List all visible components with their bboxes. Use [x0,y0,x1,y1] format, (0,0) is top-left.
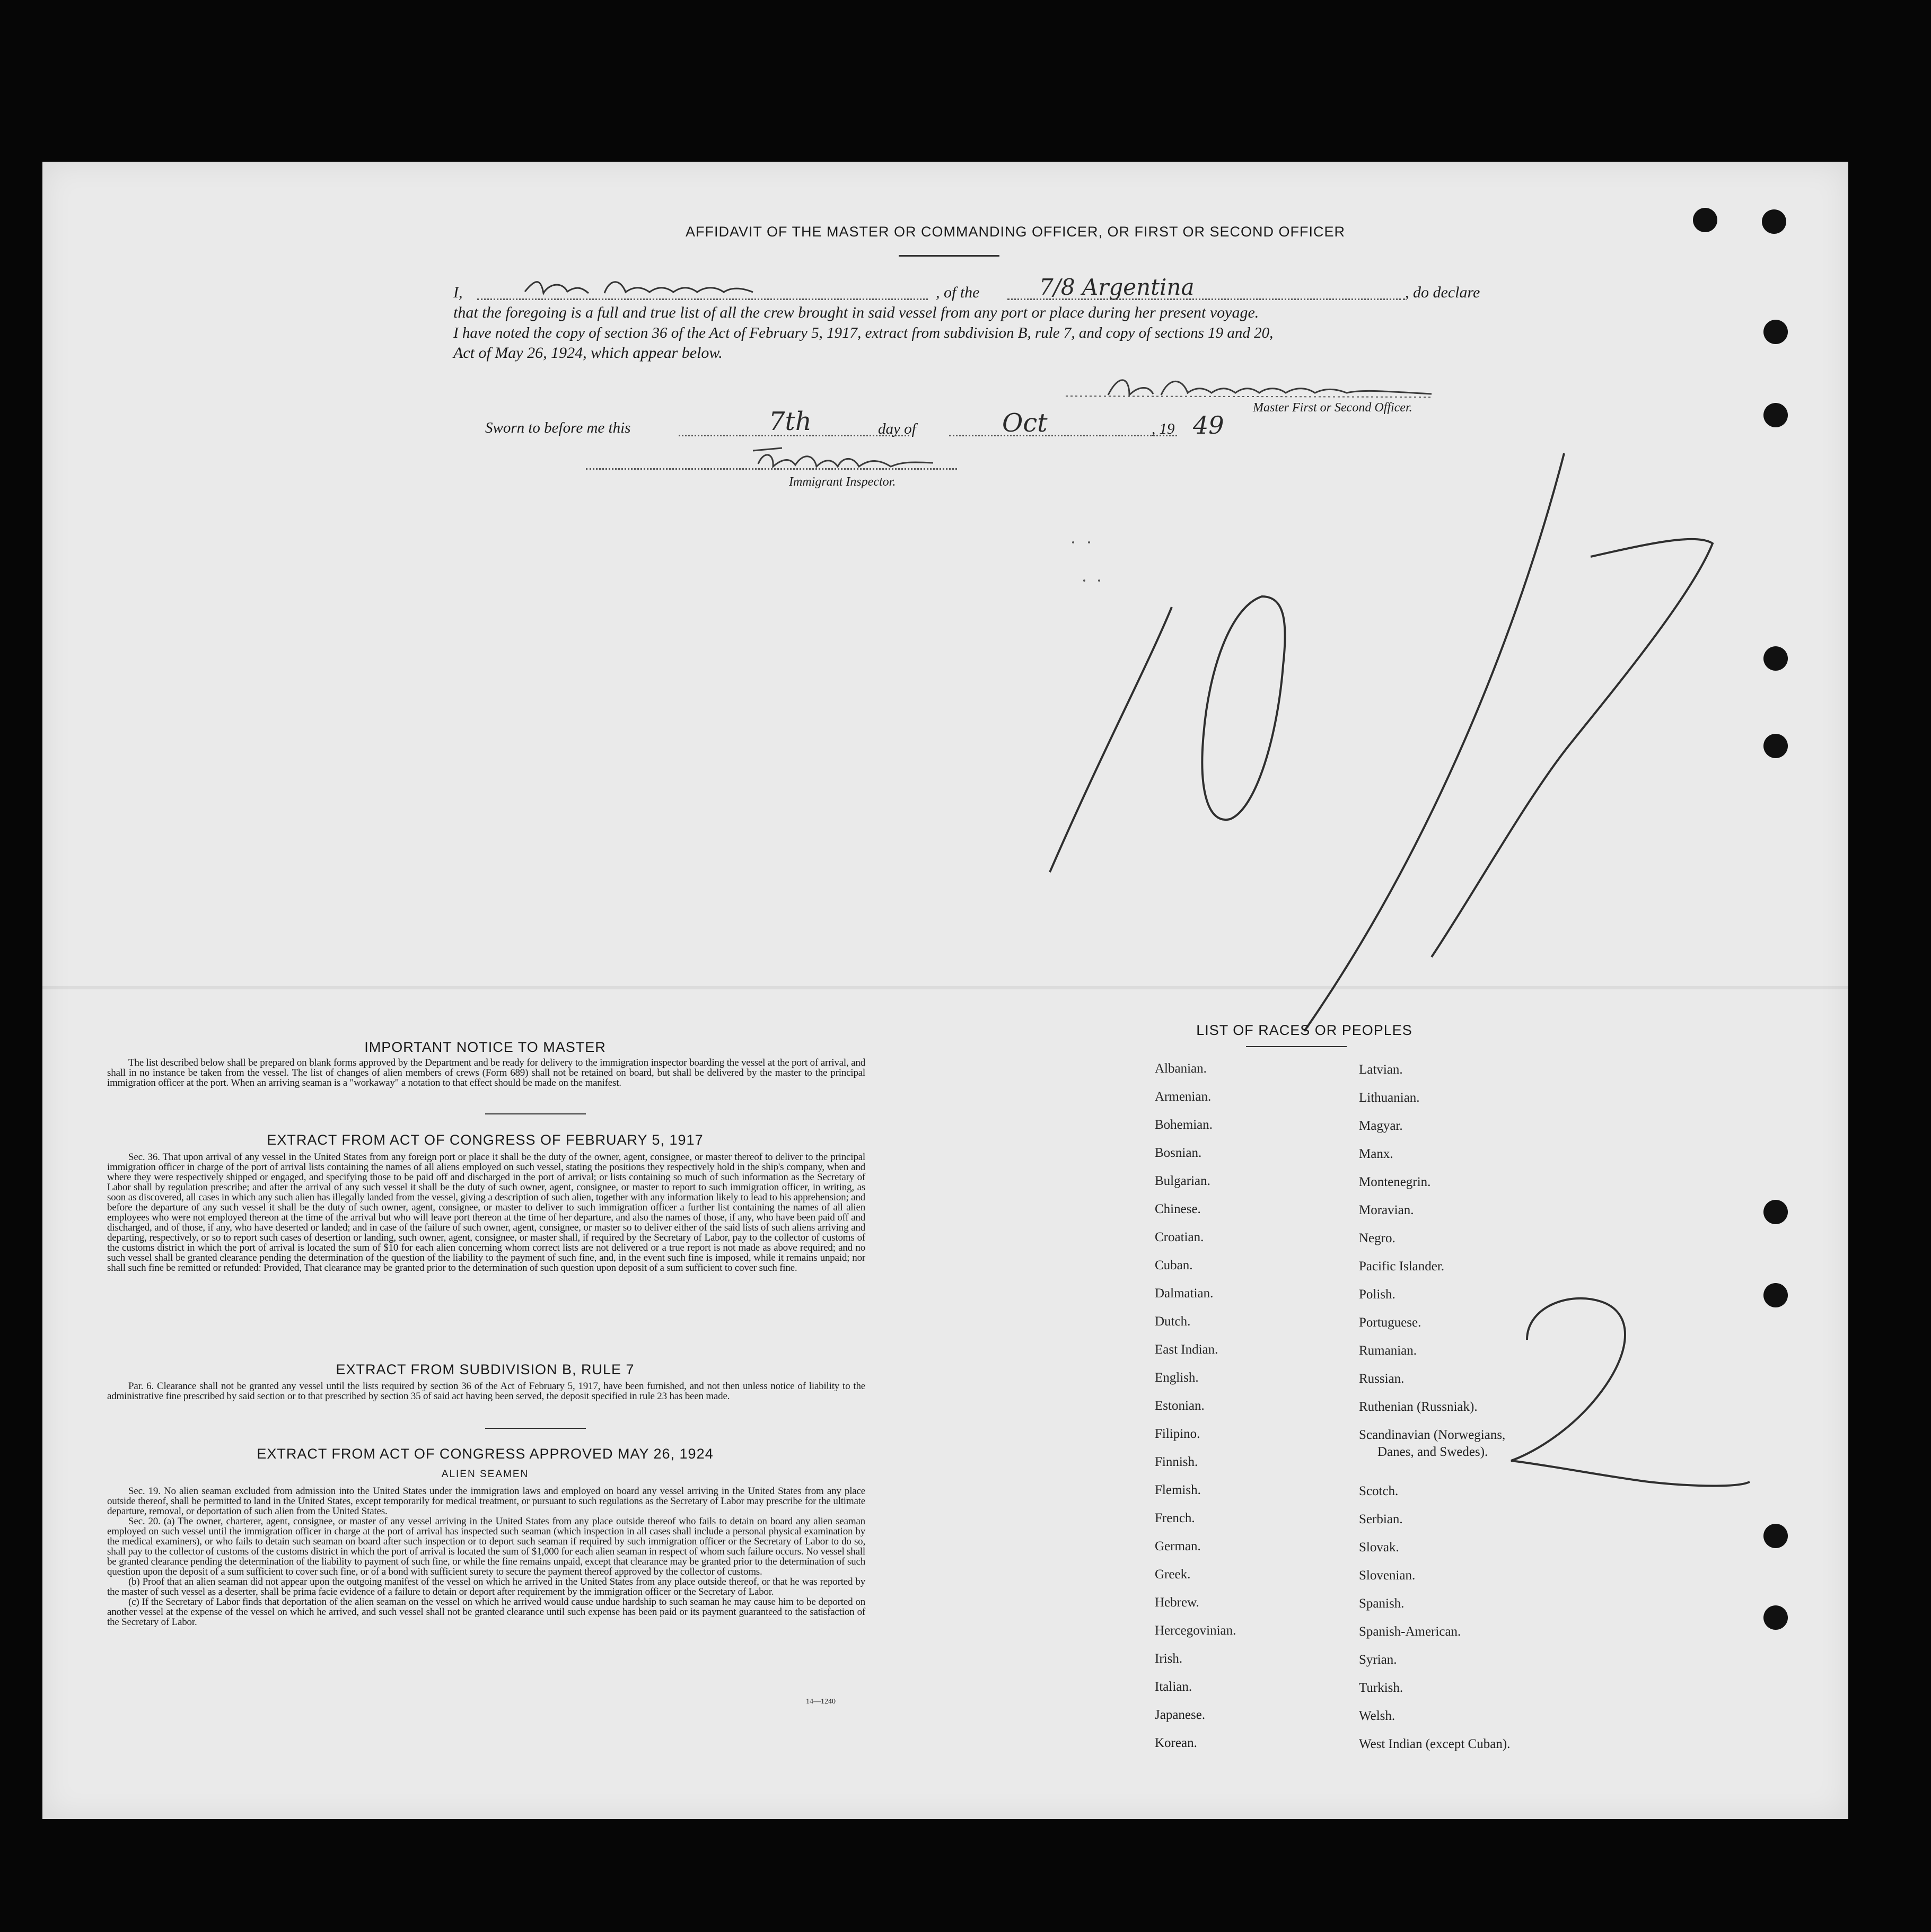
race-item: Dutch. [1155,1314,1191,1329]
race-item: Pacific Islander. [1359,1259,1445,1274]
affidavit-line2: that the foregoing is a full and true list of all the crew brought in said vessel from any port or place during her present voyage. [453,304,1259,321]
race-item: English. [1155,1371,1199,1385]
race-item: Rumanian. [1359,1343,1417,1358]
race-item: Ruthenian (Russniak). [1359,1400,1478,1414]
inspector-line [586,468,957,470]
notice-paragraph: The list described below shall be prepared on blank forms approved by the Department and be ready for delivery to the immigration inspector boarding the vessel at the port of arrival, and shall in no instance be taken from the vessel. The list of changes of alien members of crews (Form 689) shall not be retained on board, but shall be delivered by the master to the principal immigration officer at the port. When an arriving seaman is a "workaway" a notation to that effect should be made on the manifest. [107,1057,865,1088]
race-item: French. [1155,1511,1195,1525]
race-item: Estonian. [1155,1399,1205,1413]
race-item: Filipino. [1155,1427,1200,1441]
race-item: Dalmatian. [1155,1286,1214,1301]
day-of: day of [878,420,916,437]
divider [485,1428,586,1429]
binder-hole [1763,1605,1788,1630]
race-item: Turkish. [1359,1681,1403,1695]
document-sheet [42,162,1848,1819]
race-item: Irish. [1155,1652,1183,1666]
binder-hole [1693,208,1717,232]
race-item: Greek. [1155,1567,1191,1582]
subdivisionB-title: EXTRACT FROM SUBDIVISION B, RULE 7 [336,1362,635,1377]
sworn-month-line [949,435,1177,436]
race-item: Japanese. [1155,1708,1206,1722]
race-item: Hercegovinian. [1155,1623,1236,1638]
race-item: Slovak. [1359,1540,1399,1555]
race-item: Polish. [1359,1287,1395,1302]
divider [1246,1046,1347,1047]
divider [899,255,999,257]
extract1924-title: EXTRACT FROM ACT OF CONGRESS APPROVED MAY 26, 1924 [257,1446,714,1462]
race-item: Cuban. [1155,1258,1193,1272]
large-number-annotation [1039,586,1728,1063]
form-number: 14—1240 [806,1698,836,1706]
year-prefix: , 19 [1152,420,1175,437]
race-item: Magyar. [1359,1119,1403,1133]
race-item: Bosnian. [1155,1146,1202,1160]
race-item: Korean. [1155,1736,1197,1750]
divider [485,1113,586,1114]
race-item: Bohemian. [1155,1118,1213,1132]
binder-hole [1763,1200,1788,1224]
signature-scribble [520,273,838,300]
race-item: Italian. [1155,1680,1192,1694]
line1-mid: , of the [936,284,980,301]
binder-hole [1762,209,1786,234]
sec20c-paragraph: (c) If the Secretary of Labor finds that deportation of the alien seaman on the vessel on which he arrived would cause undue hardship to such seaman he may cause him to be deported on another vessel at the expense of the vessel on which he arrived, and such vessel shall not be granted clearance until such expense has been paid or its payment guaranteed to the satisfaction of the Secretary of Labor. [107,1596,865,1628]
line1-suffix: , do declare [1405,284,1480,301]
extract1917-text [107,1152,865,1273]
race-item: Croatian. [1155,1230,1204,1244]
race-item: Spanish-American. [1359,1624,1461,1639]
vessel-name: 7/8 Argentina [1039,274,1195,300]
affidavit-line4: Act of May 26, 1924, which appear below. [453,344,723,362]
race-item: Welsh. [1359,1709,1395,1723]
corner-number-annotation [1506,1286,1755,1492]
par6-paragraph: Par. 6. Clearance shall not be granted any vessel until the lists required by section 36 of the Act of February 5, 1917, have been furnished, and not then unless notice of liability to the administrative fine prescribed by said section or to that prescribed by section 35 of said act having been served, the deposit specified in rule 23 has been made. [107,1381,865,1402]
master-caption: Master First or Second Officer. [1253,401,1412,415]
race-item: Manx. [1359,1147,1393,1161]
race-item: Portuguese. [1359,1315,1421,1330]
inspector-caption: Immigrant Inspector. [789,475,896,489]
notice-title: IMPORTANT NOTICE TO MASTER [364,1039,606,1055]
sec20b-paragraph: (b) Proof that an alien seaman did not appear upon the outgoing manifest of the vessel on which he arrived in the United States from any place outside thereof, or that he was reported by the master of such vessel as a deserter, shall be prima facie evidence of a failure to detain or deport after requirement by the immigration officer or the Secretary of Labor. [107,1576,865,1597]
race-item: Slovenian. [1359,1568,1416,1583]
race-item: Bulgarian. [1155,1174,1210,1188]
sec36-paragraph: Sec. 36. That upon arrival of any vessel in the United States from any foreign port or place it shall be the duty of the owner, agent, consignee, or master thereof to deliver to the principal immigration officer in charge of the port of arrival lists containing the names of all aliens employed on such vessel, stating the positions they respectively hold in the ship's company, when and where they were respectively shipped or engaged, and specifying those to be paid off and discharged in the port of arrival; or lists containing so much of such information as the Secretary of Labor shall by regulation prescribe; and after the arrival of any such vessel it shall be the duty of such owner, agent, consignee, or master to report to such immigration officer, in writing, as soon as discovered, all cases in which any such alien has illegally landed from the vessel, giving a description of such alien, together with any information likely to lead to his apprehension; and before the departure of any such vessel it shall be the duty of such owner, agent, consignee, or master to deliver to such immigration officer a further list containing the names of all alien employees who were not employed thereon at the time of the arrival but who will leave port thereon at the time of her departure, and also the names of those, if any, who have been paid off and discharged, and of those, if any, who have deserted or landed; and in case of the failure of such owner, agent, consignee, or master so to deliver either of the said lists of such aliens arriving and departing, respectively, or so to report such cases of desertion or landing, such owner, agent, consignee, or master shall, if required by the Secretary of Labor, pay to the collector of customs of the customs district in which the port of arrival is located the sum of $10 for each alien concerning whom correct lists are not delivered or a true report is not made as above required; and no such vessel shall be granted clearance pending the determination of the question of the liability to the payment of such fine, and, in the event such fine is imposed, while it remains unpaid; nor shall such fine be remitted or refunded: Provided, That clearance may be granted prior to the determination of such question upon deposit of a sum sufficient to cover such fine. [107,1152,865,1274]
race-item: Syrian. [1359,1653,1397,1667]
race-item: German. [1155,1539,1201,1553]
binder-hole [1763,734,1788,758]
race-item: Serbian. [1359,1512,1403,1526]
subdivisionB-text [107,1381,865,1401]
sworn-year: 49 [1193,411,1224,440]
affidavit-title: AFFIDAVIT OF THE MASTER OR COMMANDING OFFICER, OR FIRST OR SECOND OFFICER [685,224,1346,240]
race-item: Lithuanian. [1359,1091,1420,1105]
race-item: Negro. [1359,1231,1395,1245]
race-item: Danes, and Swedes). [1377,1445,1488,1459]
race-item: Montenegrin. [1359,1175,1431,1189]
binder-hole [1763,646,1788,671]
race-item: West Indian (except Cuban). [1359,1737,1511,1751]
binder-hole [1763,1283,1788,1307]
binder-hole [1763,1524,1788,1548]
races-title: LIST OF RACES OR PEOPLES [1196,1022,1412,1038]
master-signature [520,273,838,305]
race-item: Moravian. [1359,1203,1414,1217]
race-item: Scandinavian (Norwegians, [1359,1428,1506,1442]
sec20a-paragraph: Sec. 20. (a) The owner, charterer, agent, consignee, or master of any vessel arriving in the United States from any place outside thereof who fails to detain on board any alien seaman employed on such vessel until the immigration officer in charge at the port of arrival has inspected such seaman (which inspection in all cases shall include a personal physical examination by the medical examiners), or who fails to detain such seaman on board after such inspection or to deport such seaman if required by such immigration officer or the Secretary of Labor to do so, shall pay to the collector of customs of the customs district in which the port of arrival is located the sum of $1,000 for each alien seaman in respect of whom such failure occurs. No vessel shall be granted clearance pending the determination of the liability to payment of such fine, or while the fine remains unpaid, except that clearance may be granted prior to the determination of such question upon the deposit of a sum sufficient to cover such fine, or of a bond with sufficient surety to secure the payment thereof approved by the collector of customs. [107,1516,865,1577]
binder-hole [1763,320,1788,344]
sworn-day: 7th [769,407,812,436]
race-item: Albanian. [1155,1061,1207,1076]
line1-prefix: I, [453,284,463,301]
alien-seamen-subtitle: ALIEN SEAMEN [441,1469,529,1480]
extract1917-title: EXTRACT FROM ACT OF CONGRESS OF FEBRUARY 5, 1917 [267,1132,704,1148]
sworn-month: Oct [1002,408,1048,438]
race-item: Finnish. [1155,1455,1198,1469]
race-item: Chinese. [1155,1202,1201,1216]
race-item: Spanish. [1359,1596,1405,1611]
sworn-prefix: Sworn to before me this [485,419,631,436]
race-item: Armenian. [1155,1090,1212,1104]
affidavit-line3: I have noted the copy of section 36 of the Act of February 5, 1917, extract from subdivision B, rule 7, and copy of sections 19 and 20, [453,324,1274,341]
race-item: Hebrew. [1155,1595,1199,1610]
sec19-paragraph: Sec. 19. No alien seaman excluded from admission into the United States under the immigration laws and employed on board any vessel arriving in the United States from any place outside thereof, shall be permitted to land in the United States, except temporarily for medical treatment, or pursuant to such regulations as the Secretary of Labor may prescribe for the ultimate departure, removal, or deportation of such alien from the United States. [107,1486,865,1517]
race-item: Latvian. [1359,1062,1403,1077]
extract1924-text [107,1486,865,1627]
notice-text [107,1058,865,1088]
race-item: Scotch. [1359,1484,1399,1498]
binder-hole [1763,403,1788,427]
race-item: Flemish. [1155,1483,1201,1497]
race-item: Russian. [1359,1372,1405,1386]
race-item: East Indian. [1155,1342,1218,1357]
